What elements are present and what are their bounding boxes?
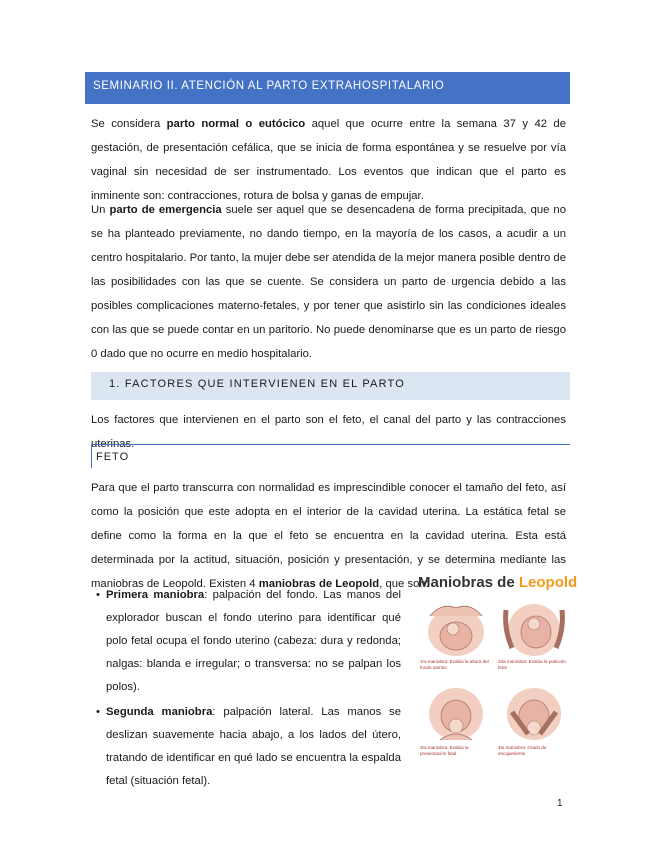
feto-paragraph: Para que el parto transcurra con normalidad es imprescindible conocer el tamaño del feto, así como la posición que este adopta en el interior de la cavidad uterina. La estática fetal se define como la forma en la que el feto se encuentra en la cavidad uterina. Esta está determinada por la actitud, situación, posición y presentación, y se determina mediante las maniobras de Leopold. Existen 4 maniobras de Leopold, que son: [91, 482, 566, 590]
maneuver-caption-2: 2da maniobra: Evalúa la posición fetal [498, 659, 566, 670]
maneuver-illustration-4 [498, 682, 570, 760]
maneuver-illustration-3 [420, 682, 492, 760]
maneuver-caption-4: 4ta maniobra: Grado de encajamiento [498, 745, 547, 756]
intro-paragraph-normal-birth: Se considera parto normal o eutócico aquel que ocurre entre la semana 37 y 42 de gestación, de presentación cefálica, que se inicia de forma espontánea y se resuelve por vía vaginal sin necesidad de ser instrumentado. Los eventos que indican que el parto es inminente son: contracciones, rotura de bolsa y ganas de empujar. [91, 118, 566, 202]
maneuver-caption-1: 1ra maniobra: Evalúa la altura del fondo uterino [420, 659, 489, 670]
leopold-maneuvers-list [96, 584, 401, 793]
seminar-title: SEMINARIO II. ATENCIÓN AL PARTO EXTRAHOSPITALARIO [93, 80, 445, 92]
factors-paragraph: Los factores que intervienen en el parto son el feto, el canal del parto y las contracciones uterinas. [91, 414, 566, 450]
maneuver-illustration-2 [498, 596, 570, 674]
subsection-heading-feto: FETO [91, 444, 570, 468]
intro-paragraph-emergency-birth: Un parto de emergencia suele ser aquel que se desencadena de forma precipitada, que no se ha planteado previamente, no dando tiempo, en la mayoría de los casos, a acudir a un centro hospitalario. Por tanto, la mujer debe ser atendida de la mejor manera posible dentro de las posibilidades con las que se cuente. Se considera un parto de urgencia debido a las posibles complicaciones materno-fetales, y por tener que asistirlo sin las condiciones ideales con las que se puede contar en un paritorio. No puede denominarse que es un parto de riesgo 0 dado que no ocurre en medio hospitalario. [91, 204, 566, 360]
figure-title: Maniobras de Leopold [418, 574, 578, 591]
term-emergency-birth: parto de emergencia [109, 204, 222, 216]
page-number: 1 [557, 798, 563, 809]
term-normal-birth: parto normal o eutócico [166, 118, 306, 130]
section-heading-factors: 1. FACTORES QUE INTERVIENEN EN EL PARTO [91, 372, 570, 400]
list-item: • Segunda maniobra: palpación lateral. Las manos se deslizan suavemente hacia abajo, a los lados del útero, tratando de identificar en qué lado se encuentra la espalda fetal (situación fetal). [96, 701, 401, 793]
term-leopold-maneuvers: maniobras de Leopold [258, 578, 380, 590]
maneuver-caption-3: 3ra maniobra: Evalúa la presentación fetal [420, 745, 469, 756]
list-item: • Primera maniobra: palpación del fondo. Las manos del explorador buscan el fondo uterino para identificar qué polo fetal ocupa el fondo uterino (cabeza: dura y redonda; nalgas: blanda e irregular; o transversa: no se palpan los polos). [96, 584, 401, 699]
seminar-title-bar [85, 72, 570, 104]
leopold-maneuvers-figure [418, 572, 578, 772]
maneuver-illustration-1 [420, 596, 492, 674]
